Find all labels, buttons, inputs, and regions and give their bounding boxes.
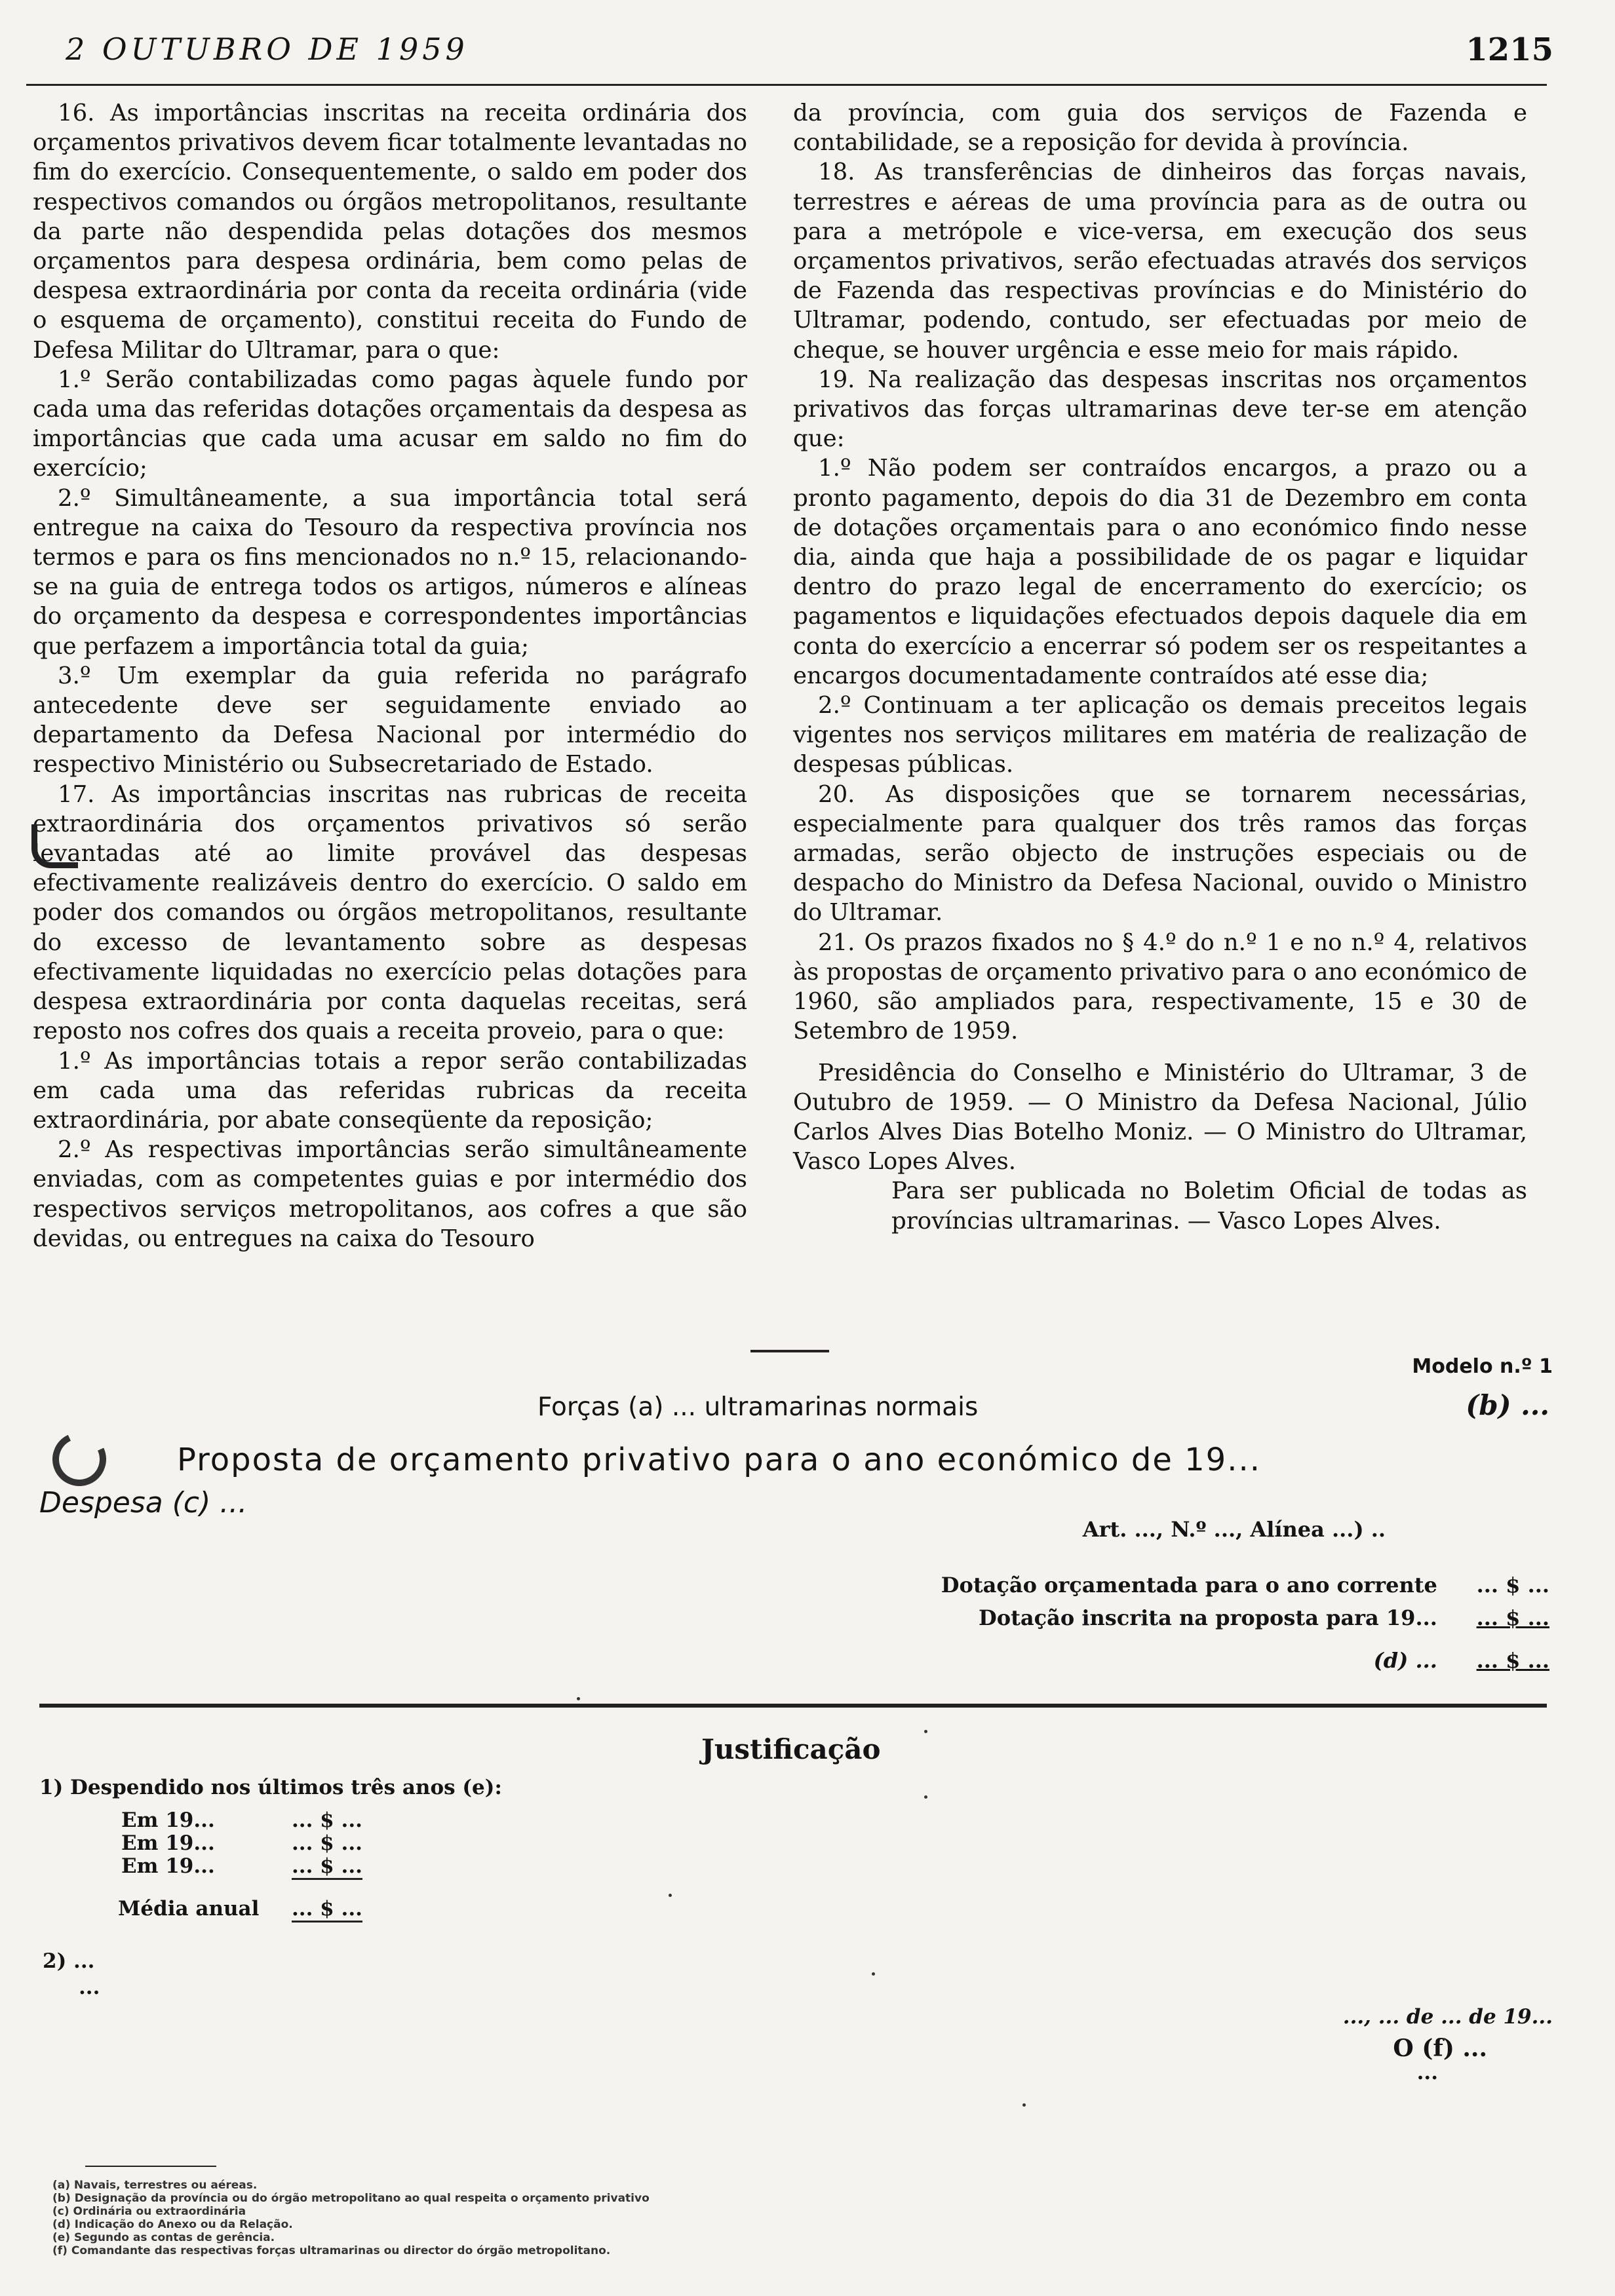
publication-note: Para ser publicada no Boletim Oficial de todas as províncias ultramarinas. — Vasco Lopes Alves. — [891, 1177, 1527, 1234]
date-line: ..., ... de ... de 19... — [1342, 2005, 1553, 2029]
header-date: 2 OUTUBRO DE 1959 — [66, 31, 469, 67]
year-value: ... $ ... — [292, 1854, 362, 1880]
paragraph-18: 18. As transferências de dinheiros das forças navais, terrestres e aéreas de uma província para as de outra ou para a metrópole e vice-versa, em execução dos seus orçamentos privativos, serão efectuadas através dos serviços de Fazenda das respectivas províncias e do Ministério do Ultramar, podendo, contudo, ser efectuadas por meio de cheque, se houver urgência e esse meio for mais rápido. — [793, 159, 1527, 364]
form-divider — [39, 1704, 1547, 1708]
print-speck — [669, 1894, 672, 1897]
despesa-label: Despesa (c) ... — [39, 1486, 248, 1520]
item-1: 1) Despendido nos últimos três anos (e): — [39, 1776, 502, 1799]
budget-current-row — [941, 1573, 1549, 1598]
print-speck — [924, 1730, 927, 1733]
form-title: Proposta de orçamento privativo para o ano económico de 19... — [177, 1442, 1261, 1478]
footnote-c: (c) Ordinária ou extraordinária — [52, 2205, 246, 2218]
footnote-rule — [85, 2166, 216, 2167]
paragraph-16-1: 1.º Serão contabilizadas como pagas àquele fundo por cada uma das referidas dotações orçamentais da despesa as importâncias que cada uma acusar em saldo no fim do exercício; — [33, 366, 747, 482]
paragraph-16-2: 2.º Simultâneamente, a sua importância total será entregue na caixa do Tesouro da respectiva província nos termos e para os fins mencionados no n.º 15, relacionando-se na guia de entrega todos os artigos, números e alíneas do orçamento da despesa e correspondentes importâncias que perfazem a importância total da guia; — [33, 484, 747, 660]
footnote-e: (e) Segundo as contas de gerência. — [52, 2231, 275, 2244]
year-value: ... $ ... — [292, 1831, 362, 1855]
circle-mark-icon — [45, 1425, 113, 1493]
signature-block: Presidência do Conselho e Ministério do Ultramar, 3 de Outubro de 1959. — O Ministro da Defesa Nacional, Júlio Carlos Alves Dias Botelho Moniz. — O Ministro do Ultramar, Vasco Lopes Alves. — [793, 1059, 1527, 1176]
print-speck — [1022, 2103, 1026, 2107]
total-row — [1374, 1648, 1549, 1673]
budget-proposed-value: ... $ ... — [1476, 1605, 1549, 1630]
paragraph-19-1: 1.º Não podem ser contraídos encargos, a prazo ou a pronto pagamento, depois do dia 31 de Dezembro em conta de dotações orçamentais para o ano económico findo nesse dia, ainda que haja a possibilidade de os pagar e liquidar dentro do prazo legal de encerramento do exercício; os pagamentos e liquidações efectuados depois daquele dia em conta do exercício a encerrar só podem ser os respeitantes a encargos documentadamente contraídos até esse dia; — [793, 455, 1527, 689]
left-column — [33, 98, 747, 1253]
model-label: Modelo n.º 1 — [1412, 1355, 1553, 1378]
paragraph-16: 16. As importâncias inscritas na receita ordinária dos orçamentos privativos devem ficar totalmente levantadas no fim do exercício. Consequentemente, o saldo em poder dos respectivos comandos ou órgãos metropolitanos, resultante da parte não despendida pelas dotações dos mesmos orçamentos para despesa ordinária, bem como pelas de despesa extraordinária por conta da receita ordinária (vide o esquema de orçamento), constitui receita do Fundo de Defesa Militar do Ultramar, para o que: — [33, 100, 747, 364]
year-row-3 — [121, 1854, 215, 1878]
paragraph-17-1: 1.º As importâncias totais a repor serão contabilizadas em cada uma das referidas rubricas da receita extraordinária, por abate conseqüente da reposição; — [33, 1047, 747, 1134]
footnotes — [52, 2179, 650, 2257]
signatory-dots: ... — [1416, 2061, 1438, 2084]
paragraph-17-2: 2.º As respectivas importâncias serão simultâneamente enviadas, com as competentes guias e por intermédio dos respectivos serviços metropolitanos, aos cofres a que são devidas, ou entregues na caixa do Tesouro — [33, 1136, 747, 1252]
footnote-d: (d) Indicação do Anexo ou da Relação. — [52, 2218, 293, 2231]
year-label: Em 19... — [121, 1831, 215, 1855]
print-speck — [924, 1795, 927, 1799]
province-placeholder: (b) ... — [1466, 1389, 1549, 1421]
item-2-dots: ... — [79, 1976, 100, 1999]
right-column — [793, 98, 1527, 1236]
paragraph-17-cont: da província, com guia dos serviços de Fazenda e contabilidade, se a reposição for devida à província. — [793, 100, 1527, 157]
paragraph-20: 20. As disposições que se tornarem necessárias, especialmente para qualquer dos três ramos das forças armadas, serão objecto de instruções especiais ou de despacho do Ministro da Defesa Nacional, ouvido o Ministro do Ultramar. — [793, 780, 1527, 927]
total-label: (d) ... — [1373, 1648, 1437, 1673]
article-line: Art. ..., N.º ..., Alínea ...) .. — [1082, 1517, 1386, 1542]
page-number: 1215 — [1466, 31, 1553, 68]
header-rule — [26, 84, 1547, 86]
drop-initial-mark-icon — [31, 824, 78, 868]
running-header — [59, 31, 1553, 84]
budget-current-value: ... $ ... — [1476, 1573, 1549, 1598]
forcas-line: Forças (a) ... ultramarinas normais — [537, 1392, 979, 1422]
justification-title: Justificação — [701, 1733, 881, 1765]
year-label: Em 19... — [121, 1854, 215, 1878]
year-value: ... $ ... — [292, 1808, 362, 1832]
signatory-line: O (f) ... — [1393, 2035, 1487, 2062]
annual-average-label: Média anual — [118, 1897, 260, 1921]
paragraph-19: 19. Na realização das despesas inscritas nos orçamentos privativos das forças ultramarinas deve ter-se em atenção que: — [793, 366, 1527, 453]
item-2: 2) ... — [43, 1949, 95, 1973]
annual-average-value: ... $ ... — [292, 1897, 362, 1923]
print-speck — [577, 1697, 580, 1700]
paragraph-16-3: 3.º Um exemplar da guia referida no parágrafo antecedente deve ser seguidamente enviado ao departamento da Defesa Nacional por intermédio do respectivo Ministério ou Subsecretariado de Estado. — [33, 662, 747, 778]
budget-proposed-label: Dotação inscrita na proposta para 19... — [979, 1605, 1437, 1630]
year-row-1 — [121, 1808, 215, 1832]
footnote-a: (a) Navais, terrestres ou aéreas. — [52, 2179, 258, 2192]
total-value: ... $ ... — [1476, 1648, 1549, 1673]
paragraph-19-2: 2.º Continuam a ter aplicação os demais preceitos legais vigentes nos serviços militares em matéria de realização de despesas públicas. — [793, 692, 1527, 778]
year-label: Em 19... — [121, 1808, 215, 1832]
paragraph-21: 21. Os prazos fixados no § 4.º do n.º 1 e no n.º 4, relativos às propostas de orçamento privativo para o ano económico de 1960, são ampliados para, respectivamente, 15 e 30 de Setembro de 1959. — [793, 928, 1527, 1045]
paragraph-17: 17. As importâncias inscritas nas rubricas de receita extraordinária dos orçamentos privativos só serão levantadas até ao limite provável das despesas efectivamente realizáveis dentro do exercício. O saldo em poder dos comandos ou órgãos metropolitanos, resultante do excesso de levantamento sobre as despesas efectivamente liquidadas no exercício pelas dotações para despesa extraordinária por conta daquelas receitas, será reposto nos cofres dos quais a receita proveio, para o que: — [33, 780, 747, 1045]
footnote-f: (f) Comandante das respectivas forças ultramarinas ou director do órgão metropolitano. — [52, 2244, 611, 2257]
section-separator — [750, 1350, 829, 1352]
print-speck — [872, 1972, 875, 1976]
footnote-b: (b) Designação da província ou do órgão metropolitano ao qual respeita o orçamento privativo — [52, 2192, 650, 2205]
year-row-2 — [121, 1831, 215, 1855]
budget-current-label: Dotação orçamentada para o ano corrente — [941, 1573, 1437, 1598]
budget-proposed-row — [979, 1605, 1549, 1630]
